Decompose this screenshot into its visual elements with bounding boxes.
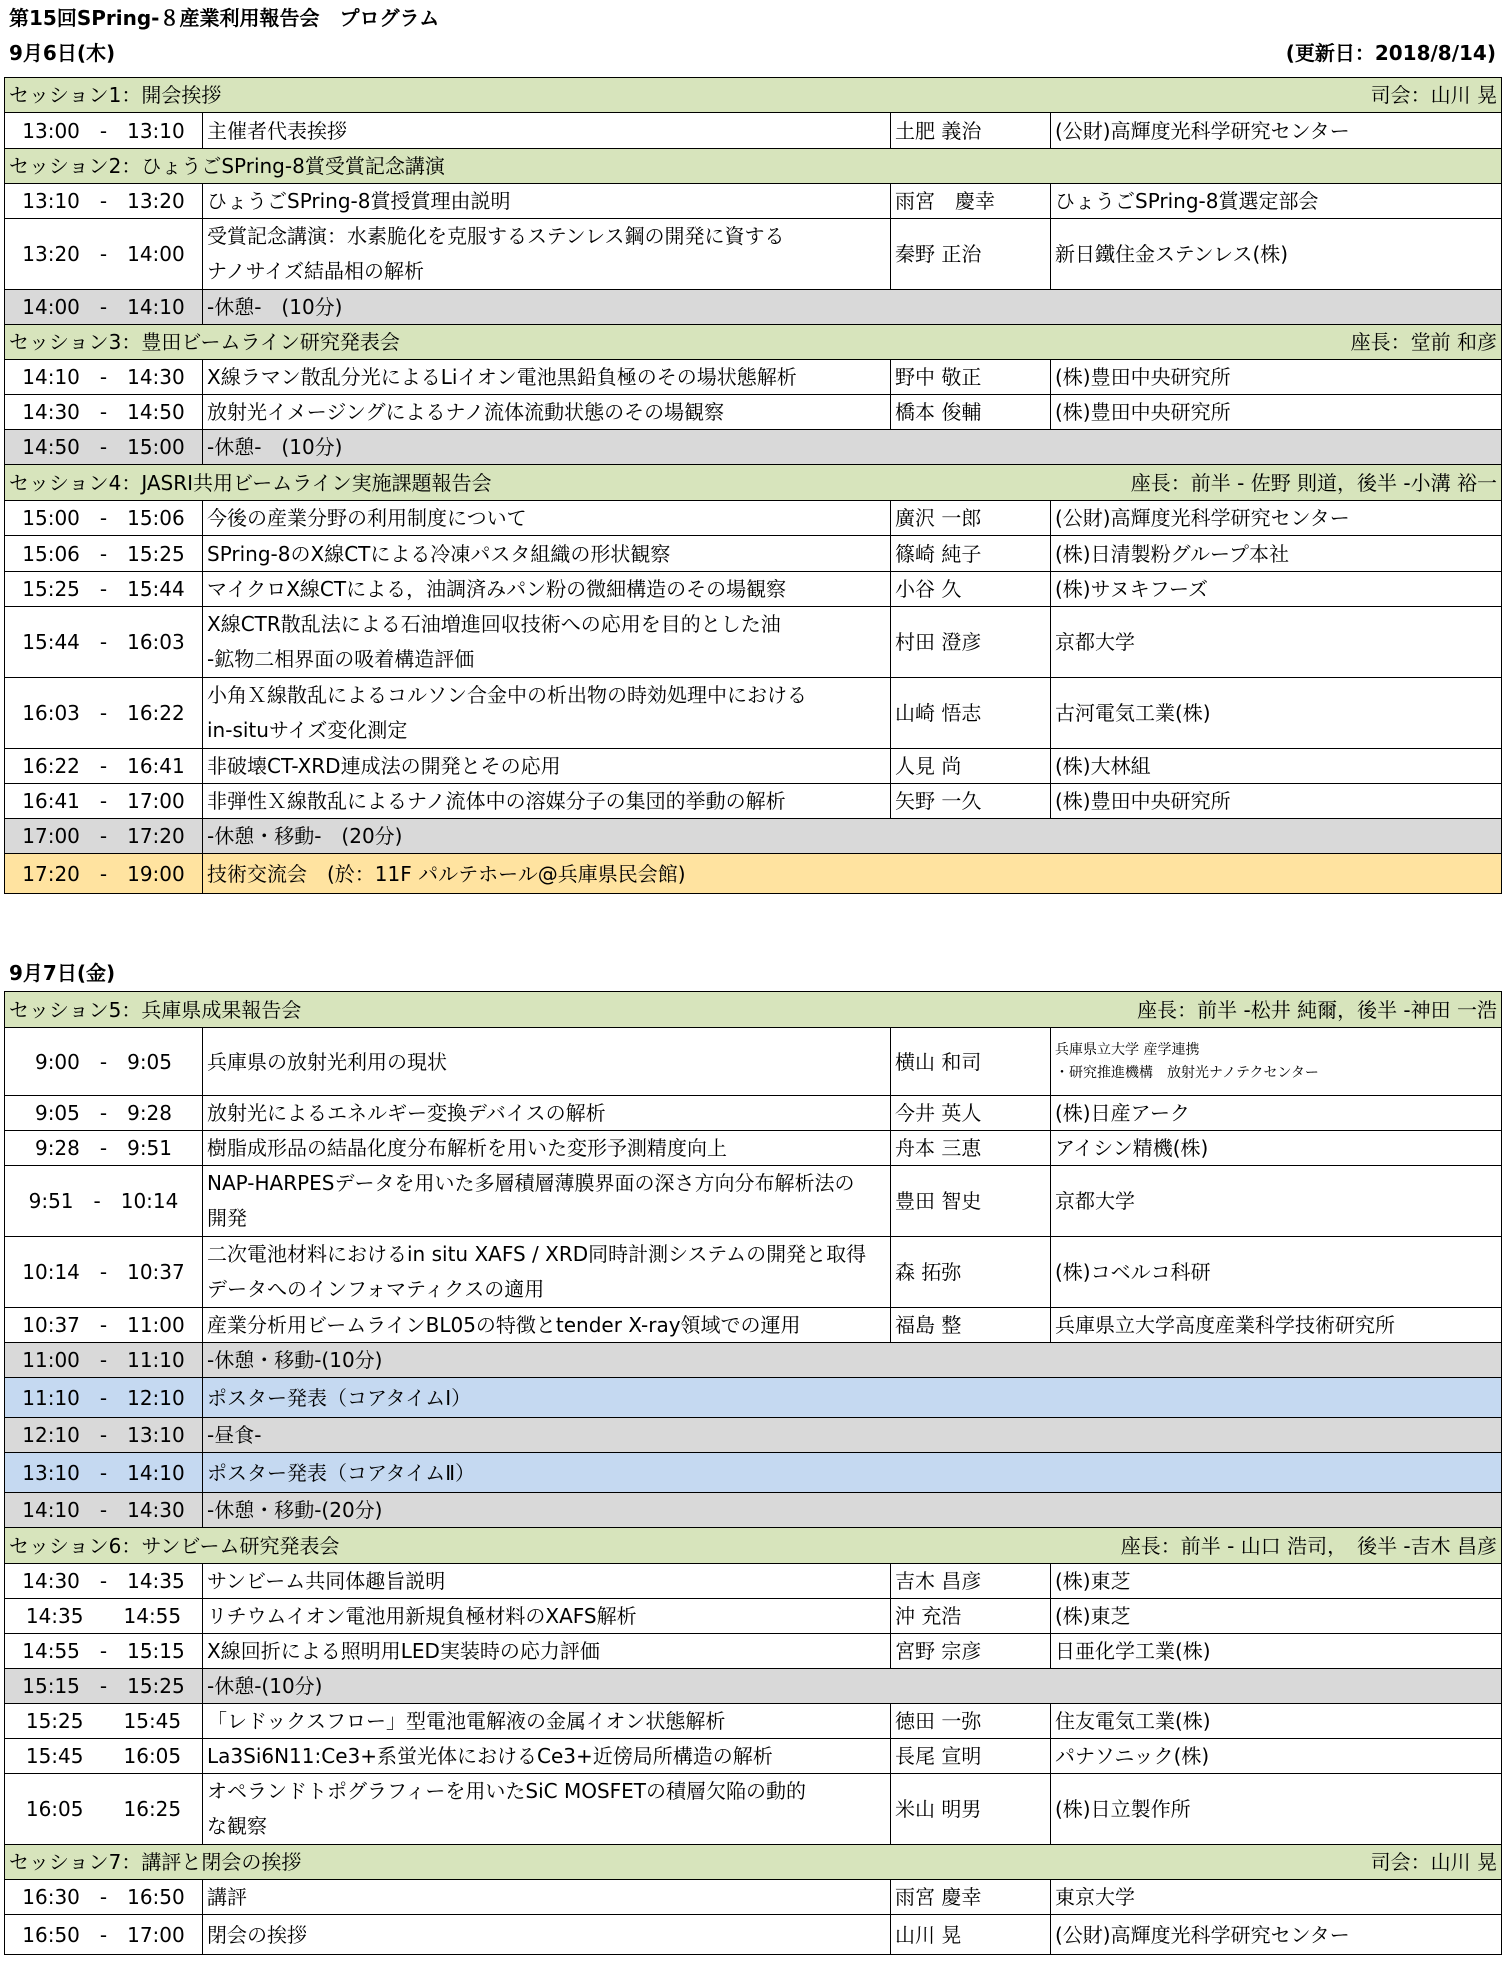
time-cell: 15:25 15:45 bbox=[5, 1704, 203, 1739]
talk-title: サンビーム共同体趣旨説明 bbox=[203, 1564, 891, 1599]
affiliation: 古河電気工業(株) bbox=[1051, 678, 1502, 749]
speaker-name: 米山 明男 bbox=[891, 1774, 1051, 1845]
day-label-2: 9月7日(金) bbox=[9, 961, 116, 985]
talk-row bbox=[5, 395, 1502, 430]
time-cell: 13:20 - 14:00 bbox=[5, 219, 203, 290]
affiliation: (公財)高輝度光科学研究センター bbox=[1051, 113, 1502, 149]
break-title: -休憩- (10分) bbox=[203, 290, 1502, 325]
talk-title: SPring-8のX線CTによる冷凍パスタ組織の形状観察 bbox=[203, 536, 891, 572]
talk-row bbox=[5, 1131, 1502, 1166]
time-cell: 14:35 14:55 bbox=[5, 1599, 203, 1634]
poster-title: ポスター発表（コアタイムⅡ） bbox=[203, 1453, 1502, 1493]
affiliation: 京都大学 bbox=[1051, 607, 1502, 678]
talk-row bbox=[5, 1308, 1502, 1343]
day-label-1: 9月6日(木) bbox=[9, 41, 116, 65]
session-chair: 座長：前半 - 山口 浩司， 後半 -吉木 昌彦 bbox=[1120, 1533, 1498, 1558]
talk-title: リチウムイオン電池用新規負極材料のXAFS解析 bbox=[203, 1599, 891, 1634]
talk-title: 閉会の挨拶 bbox=[203, 1915, 891, 1955]
poster-title: ポスター発表（コアタイムⅠ） bbox=[203, 1378, 1502, 1418]
break-row bbox=[5, 1418, 1502, 1453]
session-header-row bbox=[5, 992, 1502, 1028]
affiliation: (公財)高輝度光科学研究センター bbox=[1051, 501, 1502, 536]
talk-row bbox=[5, 219, 1502, 290]
session-cell bbox=[5, 992, 1502, 1028]
talk-title: 非破壊CT-XRD連成法の開発とその応用 bbox=[203, 749, 891, 784]
speaker-name: 沖 充浩 bbox=[891, 1599, 1051, 1634]
break-title: -休憩- (10分) bbox=[203, 430, 1502, 465]
break-row bbox=[5, 1343, 1502, 1378]
talk-row bbox=[5, 1739, 1502, 1774]
talk-row bbox=[5, 501, 1502, 536]
updated-date: (更新日：2018/8/14) bbox=[1285, 41, 1496, 65]
page-title: 第15回SPring-８産業利用報告会 プログラム bbox=[9, 6, 440, 30]
talk-title: X線CTR散乱法による石油増進回収技術への応用を目的とした油 -鉱物二相界面の吸着構造評価 bbox=[203, 607, 891, 678]
time-cell: 15:15 - 15:25 bbox=[5, 1669, 203, 1704]
affiliation: (株)豊田中央研究所 bbox=[1051, 395, 1502, 430]
time-cell: 14:50 - 15:00 bbox=[5, 430, 203, 465]
talk-row bbox=[5, 1704, 1502, 1739]
speaker-name: 森 拓弥 bbox=[891, 1237, 1051, 1308]
affiliation: 京都大学 bbox=[1051, 1166, 1502, 1237]
talk-title: ひょうごSPring-8賞授賞理由説明 bbox=[203, 184, 891, 219]
break-row bbox=[5, 819, 1502, 854]
talk-title: 受賞記念講演：水素脆化を克服するステンレス鋼の開発に資する ナノサイズ結晶相の解析 bbox=[203, 219, 891, 290]
time-cell: 14:10 - 14:30 bbox=[5, 360, 203, 395]
session-header-row bbox=[5, 325, 1502, 360]
session-cell bbox=[5, 78, 1502, 113]
speaker-name: 舟本 三恵 bbox=[891, 1131, 1051, 1166]
talk-title: X線回折による照明用LED実装時の応力評価 bbox=[203, 1634, 891, 1669]
session-chair: 座長：前半 -松井 純爾，後半 -神田 一浩 bbox=[1137, 997, 1498, 1022]
speaker-name: 宮野 宗彦 bbox=[891, 1634, 1051, 1669]
time-cell: 10:37 - 11:00 bbox=[5, 1308, 203, 1343]
schedule-table-day2 bbox=[4, 991, 1502, 1955]
time-cell: 12:10 - 13:10 bbox=[5, 1418, 203, 1453]
session-header-row bbox=[5, 1528, 1502, 1564]
session-header-row bbox=[5, 1845, 1502, 1880]
speaker-name: 雨宮 慶幸 bbox=[891, 1880, 1051, 1915]
talk-row bbox=[5, 1774, 1502, 1845]
affiliation: アイシン精機(株) bbox=[1051, 1131, 1502, 1166]
affiliation: 東京大学 bbox=[1051, 1880, 1502, 1915]
talk-title: 「レドックスフロー」型電池電解液の金属イオン状態解析 bbox=[203, 1704, 891, 1739]
affiliation: (株)サヌキフーズ bbox=[1051, 572, 1502, 607]
affiliation: (株)豊田中央研究所 bbox=[1051, 784, 1502, 819]
session-cell bbox=[5, 1528, 1502, 1564]
talk-row bbox=[5, 572, 1502, 607]
talk-title: 二次電池材料におけるin situ XAFS / XRD同時計測システムの開発と取得 データへのインフォマティクスの適用 bbox=[203, 1237, 891, 1308]
time-cell: 13:10 - 13:20 bbox=[5, 184, 203, 219]
speaker-name: 人見 尚 bbox=[891, 749, 1051, 784]
affiliation: 住友電気工業(株) bbox=[1051, 1704, 1502, 1739]
time-cell: 15:44 - 16:03 bbox=[5, 607, 203, 678]
break-title: -昼食- bbox=[203, 1418, 1502, 1453]
speaker-name: 吉木 昌彦 bbox=[891, 1564, 1051, 1599]
talk-row bbox=[5, 536, 1502, 572]
speaker-name: 野中 敬正 bbox=[891, 360, 1051, 395]
speaker-name: 徳田 一弥 bbox=[891, 1704, 1051, 1739]
break-title: -休憩-(10分) bbox=[203, 1669, 1502, 1704]
time-cell: 17:20 - 19:00 bbox=[5, 854, 203, 894]
time-cell: 10:14 - 10:37 bbox=[5, 1237, 203, 1308]
break-row bbox=[5, 430, 1502, 465]
speaker-name: 土肥 義治 bbox=[891, 113, 1051, 149]
talk-title: 放射光によるエネルギー変換デバイスの解析 bbox=[203, 1096, 891, 1131]
talk-title: 産業分析用ビームラインBL05の特徴とtender X-ray領域での運用 bbox=[203, 1308, 891, 1343]
speaker-name: 矢野 一久 bbox=[891, 784, 1051, 819]
session-label: セッション1：開会挨拶 bbox=[9, 83, 222, 107]
affiliation: ひょうごSPring-8賞選定部会 bbox=[1051, 184, 1502, 219]
talk-title: オペランドトポグラフィーを用いたSiC MOSFETの積層欠陥の動的 な観察 bbox=[203, 1774, 891, 1845]
poster-row bbox=[5, 1453, 1502, 1493]
talk-title: 放射光イメージングによるナノ流体流動状態のその場観察 bbox=[203, 395, 891, 430]
talk-row bbox=[5, 678, 1502, 749]
talk-row bbox=[5, 1028, 1502, 1096]
talk-title: 樹脂成形品の結晶化度分布解析を用いた変形予測精度向上 bbox=[203, 1131, 891, 1166]
session-label: セッション7：講評と閉会の挨拶 bbox=[9, 1850, 302, 1874]
party-row bbox=[5, 854, 1502, 894]
session-label: セッション2：ひょうごSPring-8賞受賞記念講演 bbox=[9, 154, 445, 178]
talk-title: X線ラマン散乱分光によるLiイオン電池黒鉛負極のその場状態解析 bbox=[203, 360, 891, 395]
talk-row bbox=[5, 1166, 1502, 1237]
time-cell: 17:00 - 17:20 bbox=[5, 819, 203, 854]
session-header-row bbox=[5, 149, 1502, 184]
talk-row bbox=[5, 1634, 1502, 1669]
time-cell: 9:51 - 10:14 bbox=[5, 1166, 203, 1237]
talk-title: 非弾性Ｘ線散乱によるナノ流体中の溶媒分子の集団的挙動の解析 bbox=[203, 784, 891, 819]
speaker-name: 小谷 久 bbox=[891, 572, 1051, 607]
time-cell: 14:30 - 14:50 bbox=[5, 395, 203, 430]
talk-row bbox=[5, 607, 1502, 678]
talk-row bbox=[5, 1564, 1502, 1599]
affiliation: パナソニック(株) bbox=[1051, 1739, 1502, 1774]
session-chair: 座長：堂前 和彦 bbox=[1350, 330, 1497, 354]
session-label: セッション4：JASRI共用ビームライン実施課題報告会 bbox=[9, 470, 492, 495]
time-cell: 9:28 - 9:51 bbox=[5, 1131, 203, 1166]
time-cell: 9:00 - 9:05 bbox=[5, 1028, 203, 1096]
talk-title: 小角Ｘ線散乱によるコルソン合金中の析出物の時効処理中における in-situサイズ変化測定 bbox=[203, 678, 891, 749]
affiliation: (株)日清製粉グループ本社 bbox=[1051, 536, 1502, 572]
speaker-name: 橋本 俊輔 bbox=[891, 395, 1051, 430]
time-cell: 11:10 - 12:10 bbox=[5, 1378, 203, 1418]
session-header-row bbox=[5, 465, 1502, 501]
time-cell: 16:22 - 16:41 bbox=[5, 749, 203, 784]
poster-row bbox=[5, 1378, 1502, 1418]
affiliation: 日亜化学工業(株) bbox=[1051, 1634, 1502, 1669]
session-chair: 司会：山川 晃 bbox=[1370, 1850, 1498, 1874]
speaker-name: 長尾 宣明 bbox=[891, 1739, 1051, 1774]
time-cell: 15:00 - 15:06 bbox=[5, 501, 203, 536]
talk-row bbox=[5, 749, 1502, 784]
time-cell: 11:00 - 11:10 bbox=[5, 1343, 203, 1378]
session-label: セッション3：豊田ビームライン研究発表会 bbox=[9, 330, 400, 354]
time-cell: 15:45 16:05 bbox=[5, 1739, 203, 1774]
speaker-name: 秦野 正治 bbox=[891, 219, 1051, 290]
session-label: セッション6：サンビーム研究発表会 bbox=[9, 1533, 340, 1558]
time-cell: 15:06 - 15:25 bbox=[5, 536, 203, 572]
affiliation: (株)東芝 bbox=[1051, 1599, 1502, 1634]
speaker-name: 山川 晃 bbox=[891, 1915, 1051, 1955]
time-cell: 14:10 - 14:30 bbox=[5, 1493, 203, 1528]
affiliation: (株)豊田中央研究所 bbox=[1051, 360, 1502, 395]
session-cell bbox=[5, 465, 1502, 501]
talk-row bbox=[5, 1096, 1502, 1131]
affiliation: (株)日産アーク bbox=[1051, 1096, 1502, 1131]
talk-row bbox=[5, 1880, 1502, 1915]
time-cell: 13:10 - 14:10 bbox=[5, 1453, 203, 1493]
speaker-name: 今井 英人 bbox=[891, 1096, 1051, 1131]
time-cell: 16:30 - 16:50 bbox=[5, 1880, 203, 1915]
speaker-name: 豊田 智史 bbox=[891, 1166, 1051, 1237]
affiliation: (株)東芝 bbox=[1051, 1564, 1502, 1599]
talk-title: NAP-HARPESデータを用いた多層積層薄膜界面の深さ方向分布解析法の 開発 bbox=[203, 1166, 891, 1237]
time-cell: 9:05 - 9:28 bbox=[5, 1096, 203, 1131]
speaker-name: 福島 整 bbox=[891, 1308, 1051, 1343]
talk-title: 兵庫県の放射光利用の現状 bbox=[203, 1028, 891, 1096]
time-cell: 16:03 - 16:22 bbox=[5, 678, 203, 749]
time-cell: 13:00 - 13:10 bbox=[5, 113, 203, 149]
talk-row bbox=[5, 784, 1502, 819]
time-cell: 14:30 - 14:35 bbox=[5, 1564, 203, 1599]
break-row bbox=[5, 1493, 1502, 1528]
talk-title: 主催者代表挨拶 bbox=[203, 113, 891, 149]
speaker-name: 雨宮 慶幸 bbox=[891, 184, 1051, 219]
session-chair: 座長：前半 - 佐野 則道，後半 -小溝 裕一 bbox=[1130, 470, 1497, 495]
break-row bbox=[5, 1669, 1502, 1704]
affiliation: (株)日立製作所 bbox=[1051, 1774, 1502, 1845]
speaker-name: 廣沢 一郎 bbox=[891, 501, 1051, 536]
talk-title: 今後の産業分野の利用制度について bbox=[203, 501, 891, 536]
time-cell: 16:05 16:25 bbox=[5, 1774, 203, 1845]
break-title: -休憩・移動-(10分) bbox=[203, 1343, 1502, 1378]
affiliation: (公財)高輝度光科学研究センター bbox=[1051, 1915, 1502, 1955]
schedule-table-day1 bbox=[4, 77, 1502, 894]
time-cell: 14:55 - 15:15 bbox=[5, 1634, 203, 1669]
talk-row bbox=[5, 1237, 1502, 1308]
session-cell bbox=[5, 149, 1502, 184]
talk-row bbox=[5, 360, 1502, 395]
session-cell bbox=[5, 325, 1502, 360]
party-title: 技術交流会 (於：11F パルテホール@兵庫県民会館) bbox=[203, 854, 1502, 894]
session-label: セッション5：兵庫県成果報告会 bbox=[9, 997, 302, 1022]
affiliation: (株)大林組 bbox=[1051, 749, 1502, 784]
break-title: -休憩・移動-(20分) bbox=[203, 1493, 1502, 1528]
talk-row bbox=[5, 1599, 1502, 1634]
break-title: -休憩・移動- (20分) bbox=[203, 819, 1502, 854]
time-cell: 14:00 - 14:10 bbox=[5, 290, 203, 325]
talk-title: マイクロX線CTによる，油調済みパン粉の微細構造のその場観察 bbox=[203, 572, 891, 607]
session-chair: 司会：山川 晃 bbox=[1370, 83, 1497, 107]
speaker-name: 村田 澄彦 bbox=[891, 607, 1051, 678]
speaker-name: 篠崎 純子 bbox=[891, 536, 1051, 572]
affiliation: (株)コベルコ科研 bbox=[1051, 1237, 1502, 1308]
speaker-name: 山崎 悟志 bbox=[891, 678, 1051, 749]
affiliation: 兵庫県立大学高度産業科学技術研究所 bbox=[1051, 1308, 1502, 1343]
affiliation: 新日鐵住金ステンレス(株) bbox=[1051, 219, 1502, 290]
affiliation: 兵庫県立大学 産学連携 ・研究推進機構 放射光ナノテクセンター bbox=[1051, 1028, 1502, 1096]
session-cell bbox=[5, 1845, 1502, 1880]
talk-title: La3Si6N11:Ce3+系蛍光体におけるCe3+近傍局所構造の解析 bbox=[203, 1739, 891, 1774]
time-cell: 16:41 - 17:00 bbox=[5, 784, 203, 819]
break-row bbox=[5, 290, 1502, 325]
time-cell: 16:50 - 17:00 bbox=[5, 1915, 203, 1955]
speaker-name: 横山 和司 bbox=[891, 1028, 1051, 1096]
talk-title: 講評 bbox=[203, 1880, 891, 1915]
session-header-row bbox=[5, 78, 1502, 113]
talk-row bbox=[5, 1915, 1502, 1955]
time-cell: 15:25 - 15:44 bbox=[5, 572, 203, 607]
talk-row bbox=[5, 113, 1502, 149]
talk-row bbox=[5, 184, 1502, 219]
